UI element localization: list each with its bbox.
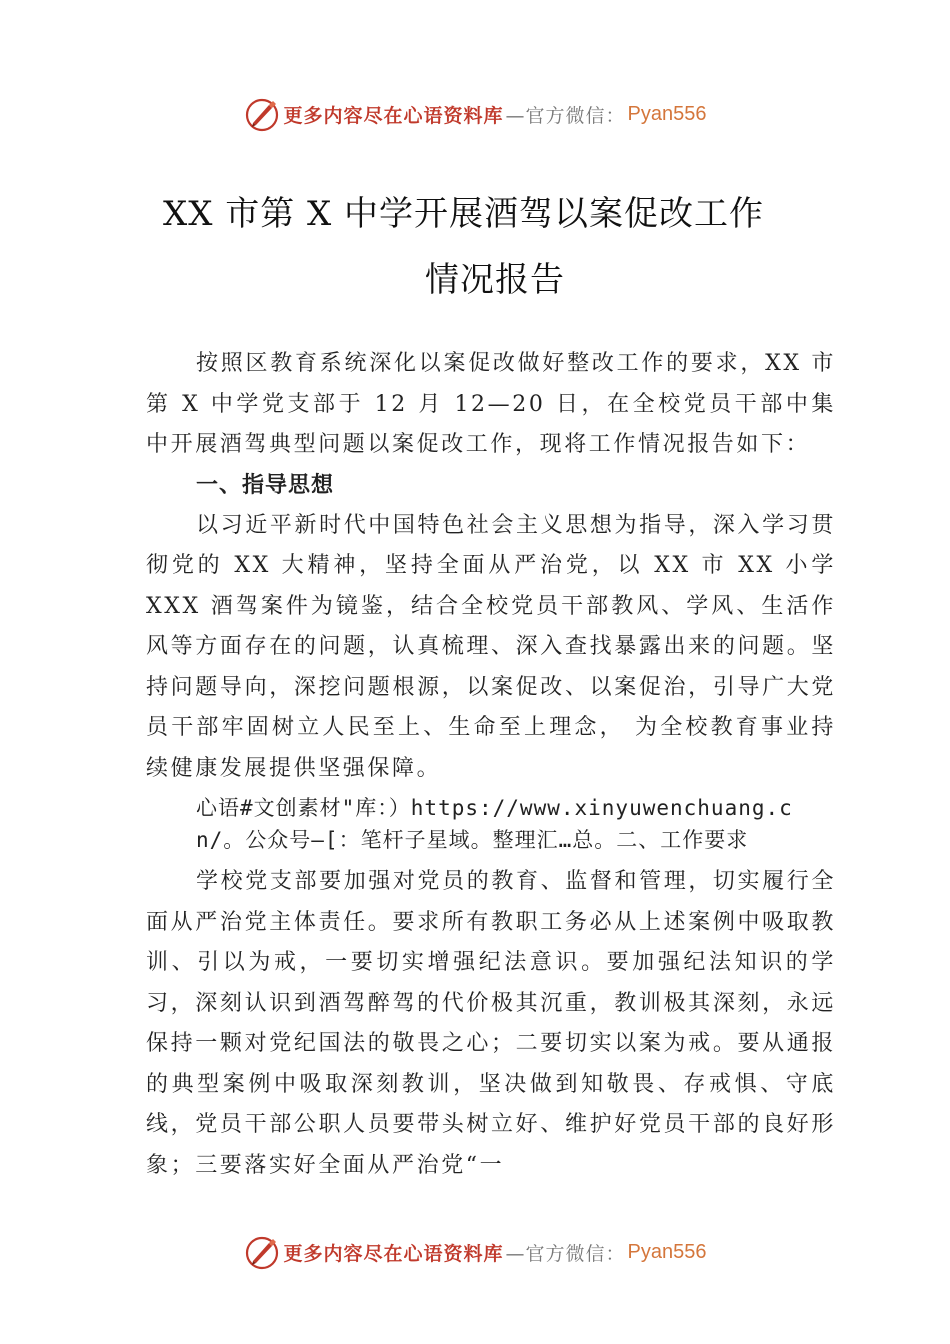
doc-title-line1: XX 市第 X 中学开展酒驾以案促改工作: [163, 194, 765, 234]
bottom-banner: [0, 1230, 950, 1274]
pen-logo-icon: [244, 96, 280, 132]
banner-text: 更多内容尽在心语资料库: [283, 104, 504, 127]
top-banner: [0, 92, 950, 136]
intro-paragraph: 按照区教育系统深化以案促改做好整改工作的要求，XX 市第 X 中学党支部于 12 月 12—20 日，在全校党员干部中集中开展酒驾典型问题以案促改工作，现将工作情况报告如下：: [146, 351, 836, 457]
banner-text: 更多内容尽在心语资料库: [283, 1242, 504, 1265]
section2-paragraph: 学校党支部要加强对党员的教育、监督和管理，切实履行全面从严治党主体责任。要求所有教职工务必从上述案例中吸取教训、引以为戒，一要切实增强纪法意识。要加强纪法知识的学习，深刻认识到酒驾醉驾的代价极其沉重，教训极其深刻，永远保持一颗对党纪国法的敬畏之心；二要切实以案为戒。要从通报的典型案例中吸取深刻教训，坚决做到知敬畏、存戒惧、守底线，党员干部公职人员要带头树立好、维护好党员干部的良好形象；三要落实好全面从严治党“一: [146, 869, 836, 1178]
wechat-id: Pyan556: [627, 1240, 707, 1263]
banner-separator: —官方微信：: [505, 104, 626, 127]
banner-separator: —官方微信：: [505, 1242, 626, 1265]
wechat-id: Pyan556: [627, 102, 707, 125]
pen-logo-icon: [244, 1234, 280, 1270]
section1-heading: 一、指导思想: [196, 472, 335, 498]
source-note: 心语#文创素材"库：）https://www.xinyuwenchuang.cn/。公众号—[：笔杆子星域。整理汇…总。二、工作要求: [196, 796, 793, 852]
doc-body: [146, 344, 836, 1186]
section1-paragraph: 以习近平新时代中国特色社会主义思想为指导，深入学习贯彻党的 XX 大精神，坚持全面从严治党，以 XX 市 XX 小学 XXX 酒驾案件为镜鉴，结合全校党员干部教风、学风、生活作风等方面存在的问题，认真梳理、深入查找暴露出来的问题。坚持问题导向，深挖问题根源，以案促改、以案促治，引导广大党员干部牢固树立人民至上、生命至上理念， 为全校教育事业持续健康发展提供坚强保障。: [146, 512, 836, 781]
doc-title-line2: 情况报告: [425, 260, 565, 300]
